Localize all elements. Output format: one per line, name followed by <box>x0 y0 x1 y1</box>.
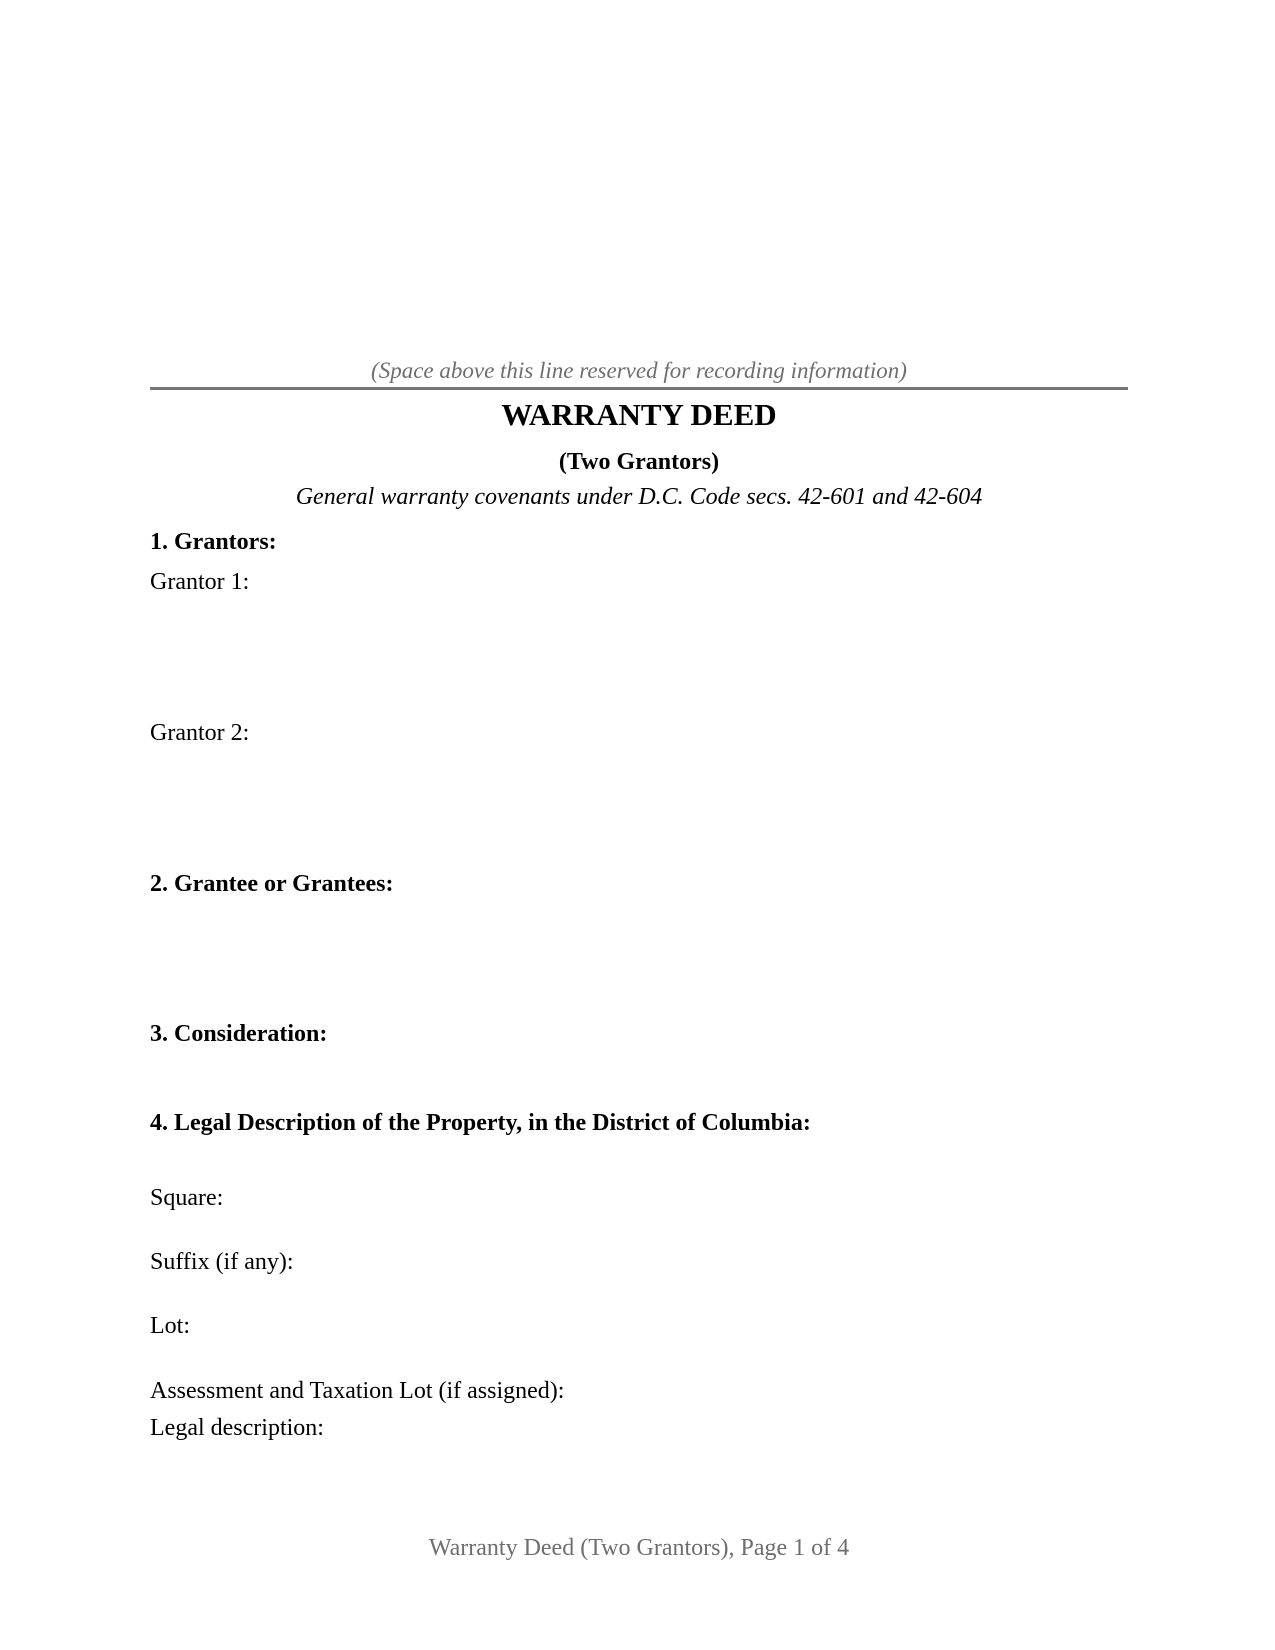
square-label: Square: <box>150 1185 224 1211</box>
section-consideration-heading: 3. Consideration: <box>150 1021 328 1047</box>
grantor-1-label: Grantor 1: <box>150 569 250 595</box>
recording-space-note: (Space above this line reserved for recording information) <box>371 358 907 383</box>
recording-divider <box>150 387 1128 390</box>
section-grantees-heading: 2. Grantee or Grantees: <box>150 871 394 897</box>
page-footer: Warranty Deed (Two Grantors), Page 1 of 4 <box>428 1535 850 1561</box>
section-legal-description-heading: 4. Legal Description of the Property, in the District of Columbia: <box>150 1110 811 1136</box>
lot-label: Lot: <box>150 1313 190 1339</box>
legal-description-label: Legal description: <box>150 1415 324 1441</box>
document-subtitle: (Two Grantors) <box>558 449 720 475</box>
assessment-taxation-lot-label: Assessment and Taxation Lot (if assigned): <box>150 1378 565 1404</box>
document-title: WARRANTY DEED <box>501 397 777 432</box>
section-grantors-heading: 1. Grantors: <box>150 529 277 555</box>
grantor-2-label: Grantor 2: <box>150 720 250 746</box>
suffix-label: Suffix (if any): <box>150 1249 294 1275</box>
statute-reference: General warranty covenants under D.C. Code secs. 42-601 and 42-604 <box>295 484 983 510</box>
